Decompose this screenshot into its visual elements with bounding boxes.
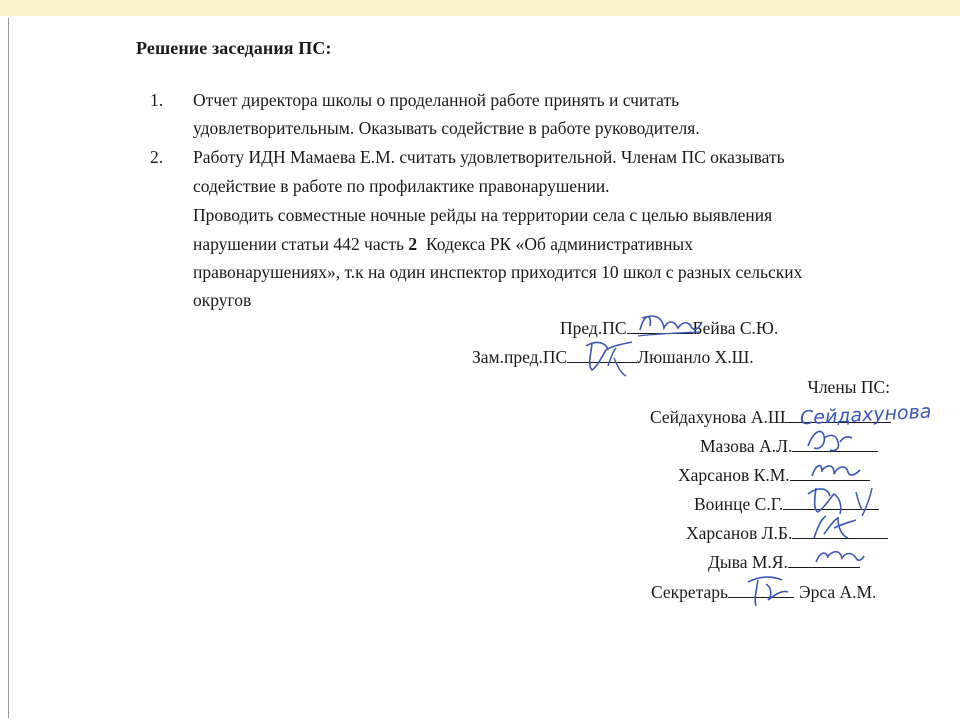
top-band	[0, 0, 960, 16]
item-line: Проводить совместные ночные рейды на территории села с целью выявления	[193, 205, 773, 225]
item-line	[193, 234, 693, 254]
chair-role: Пред.ПС	[560, 318, 627, 338]
item-line: Отчет директора школы о проделанной работе принять и считать	[193, 90, 680, 110]
item-line: правонарушениях», т.к на один инспектор приходится 10 школ с разных сельских	[193, 262, 803, 282]
item-line-text: нарушении статьи 442 часть	[193, 234, 409, 254]
secretary-role: Секретарь	[651, 582, 729, 602]
secretary-name: Эрса А.М.	[799, 582, 877, 602]
members-title: Члены ПС:	[807, 377, 890, 397]
deputy-signature-icon	[578, 336, 648, 380]
member-name: Воинце С.Г.	[694, 494, 784, 514]
member-handwritten-signature: Сейдахунова	[799, 400, 932, 430]
member-signature-icon	[810, 544, 866, 570]
member-name: Сейдахунова А.Ш	[650, 407, 786, 427]
item-line-text: Кодекса РК «Об административных	[417, 234, 693, 254]
item-line: содействие в работе по профилактике правонарушении.	[193, 176, 610, 196]
member-signature-icon	[800, 424, 860, 458]
deputy-role: Зам.пред.ПС	[472, 347, 568, 367]
item-line: удовлетворительным. Оказывать содействие в работе руководителя.	[193, 118, 700, 138]
member-signature-icon	[804, 508, 864, 548]
item-line: Работу ИДН Мамаева Е.М. считать удовлетворительной. Членам ПС оказывать	[193, 147, 785, 167]
secretary-signature-icon	[738, 572, 798, 616]
chair-name: Бейва С.Ю.	[692, 318, 779, 338]
member-name: Харсанов К.М.	[678, 465, 790, 485]
item-line: округов	[193, 290, 252, 310]
page-edge	[8, 18, 9, 718]
member-name: Дыва М.Я.	[708, 552, 788, 572]
item-line-bold-number: 2	[408, 234, 418, 254]
deputy-name: Люшанло Х.Ш.	[637, 347, 754, 367]
item-number: 1.	[150, 90, 164, 110]
member-name: Харсанов Л.Б.	[686, 523, 793, 543]
item-number: 2.	[150, 147, 164, 167]
document-heading: Решение заседания ПС:	[136, 38, 332, 58]
member-name: Мазова А.Л.	[700, 436, 793, 456]
